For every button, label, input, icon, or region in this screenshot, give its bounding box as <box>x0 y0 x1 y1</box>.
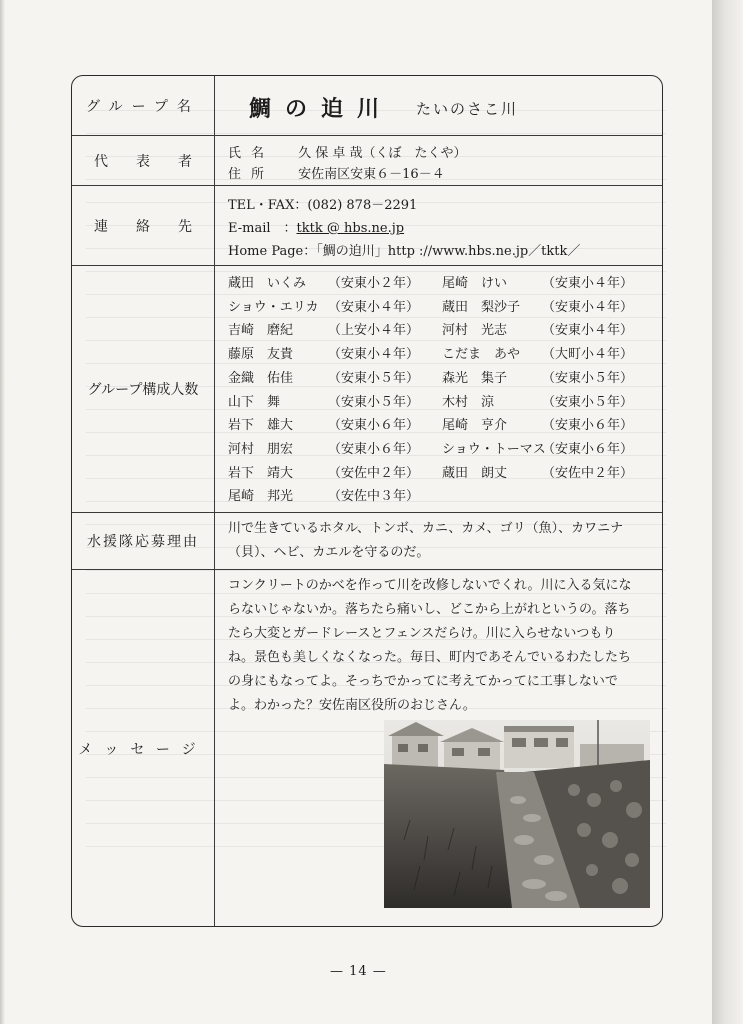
group-name-label-text: グループ名 <box>86 98 200 115</box>
member-school: （安東小４年） <box>328 347 420 363</box>
reason-content <box>228 513 654 570</box>
reason-row <box>72 513 662 570</box>
tel-fax-line: TEL・FAX：(082) 878－2291 <box>228 198 418 213</box>
member-entry <box>442 391 656 411</box>
page-edge-shadow <box>712 0 743 1024</box>
member-school: （安東小４年） <box>542 276 634 291</box>
member-school: （安東小５年） <box>542 394 634 410</box>
address-value: 安佐南区安東６－16－４ <box>298 167 445 182</box>
member-entry <box>442 272 656 292</box>
member-name: 森光 集子 <box>442 370 508 386</box>
address-key: 住所 <box>228 167 275 182</box>
message-line: たら大変とガードレースとフェンスだらけ。川に入らせないつもり <box>228 626 616 641</box>
reason-label <box>72 513 214 569</box>
member-school: （安佐中２年） <box>328 465 420 481</box>
river-photo <box>384 720 650 908</box>
member-entry <box>442 462 656 482</box>
member-name: 蔵田 朗丈 <box>442 465 508 481</box>
members-label-text: グループ構成人数 <box>87 382 199 398</box>
member-school: （安東小６年） <box>328 418 420 434</box>
member-entry <box>442 296 656 316</box>
message-line: らないじゃないか。落ちたら痛いし、どこから上がれというの。落ち <box>228 602 631 617</box>
message-text <box>228 574 660 718</box>
member-name: ショウ・エリカ <box>228 299 319 315</box>
email-prefix: E-mail ： <box>228 221 297 236</box>
message-row <box>72 570 662 927</box>
member-school: （安東小２年） <box>328 276 420 291</box>
name-key: 氏名 <box>228 146 275 161</box>
member-school: （安東小４年） <box>328 299 420 315</box>
member-name: 尾崎 亨介 <box>442 418 508 434</box>
reason-line: 川で生きているホタル、トンボ、カニ、カメ、ゴリ（魚）、カワニナ <box>228 521 624 536</box>
name-value: 久 保 卓 哉（くぼ たくや） <box>298 146 467 161</box>
member-name: 藤原 友貴 <box>228 347 294 363</box>
page-spine-shadow <box>0 0 5 1024</box>
member-school: （安佐中２年） <box>542 465 634 481</box>
representative-address-line <box>228 163 445 182</box>
message-line: コンクリートのかべを作って川を改修しないでくれ。川に入る気にな <box>228 578 632 593</box>
member-name: 岩下 靖大 <box>228 465 294 481</box>
member-entry <box>442 367 656 387</box>
homepage-line[interactable]: Home Page：「鯛の迫川」http ://www.hbs.ne.jp／tktk／ <box>228 244 581 259</box>
member-school: （安東小５年） <box>542 370 634 386</box>
member-entry <box>442 438 656 458</box>
member-entry <box>228 272 442 292</box>
group-name-content <box>228 76 654 136</box>
member-name: 山下 舞 <box>228 394 281 410</box>
member-name: 河村 朋宏 <box>228 441 294 457</box>
group-name-title: 鯛の迫川 <box>249 96 394 122</box>
representative-row <box>72 136 662 186</box>
group-name-reading: たいのさこ川 <box>416 100 519 118</box>
member-name: 吉崎 磨紀 <box>228 323 294 339</box>
member-school: （安東小６年） <box>542 418 634 434</box>
member-entry <box>442 319 656 339</box>
member-name: 金織 佑佳 <box>228 370 294 386</box>
member-school: （安東小６年） <box>328 441 420 457</box>
member-school: （安東小４年） <box>542 299 634 315</box>
message-label-text: メッセージ <box>78 742 208 758</box>
member-entry <box>228 438 442 458</box>
member-school: （安東小５年） <box>328 394 420 410</box>
member-entry <box>228 485 442 505</box>
member-school: （安東小６年） <box>542 441 634 457</box>
representative-label <box>72 136 220 185</box>
member-name: 木村 涼 <box>442 394 495 410</box>
member-entry <box>228 414 442 434</box>
member-entry <box>228 296 442 316</box>
member-entry <box>228 462 442 482</box>
member-entry <box>228 367 442 387</box>
members-content <box>228 266 654 513</box>
message-line: の身にもなってよ。そっちでかってに考えてかってに工事しないで <box>228 674 618 689</box>
member-name: 尾崎 邦光 <box>228 489 294 505</box>
reason-line: （貝）、ヘビ、カエルを守るのだ。 <box>228 545 430 560</box>
member-entry <box>442 414 656 434</box>
contact-label-text: 連絡先 <box>94 218 220 235</box>
profile-table <box>71 75 663 927</box>
reason-text <box>228 517 660 565</box>
email-link[interactable]: tktk @ hbs.ne.jp <box>296 221 405 236</box>
reason-label-text: 水援隊応募理由 <box>87 534 199 550</box>
email-line <box>228 217 404 236</box>
member-name: 岩下 雄大 <box>228 418 294 434</box>
member-school: （安東小４年） <box>542 323 634 339</box>
representative-label-text: 代表者 <box>94 153 220 170</box>
member-school: （安佐中３年） <box>328 489 420 505</box>
member-name: 河村 光志 <box>442 323 508 339</box>
member-school: （大町小４年） <box>542 347 634 363</box>
member-name: ショウ・トーマス <box>442 441 546 457</box>
member-entry <box>228 319 442 339</box>
river-photo-illustration <box>384 720 650 908</box>
message-line: よ。わかった？安佐南区役所のおじさん。 <box>228 698 476 713</box>
group-name-label <box>72 76 214 135</box>
message-line: ね。景色も美しくなくなった。毎日、町内であそんでいるわたしたち <box>228 650 632 665</box>
representative-content <box>228 136 654 186</box>
page-number: — 14 — <box>330 964 387 979</box>
members-row <box>72 266 662 513</box>
member-entry <box>442 343 656 363</box>
representative-name-line <box>228 142 467 161</box>
contact-content <box>228 186 654 266</box>
member-school: （上安小４年） <box>328 323 420 339</box>
message-label <box>72 570 214 927</box>
contact-label <box>72 186 220 265</box>
group-name-row <box>72 76 662 136</box>
contact-row <box>72 186 662 266</box>
member-name: 尾崎 けい <box>442 276 508 291</box>
member-entry <box>228 391 442 411</box>
members-label <box>72 266 214 512</box>
member-name: 蔵田 いくみ <box>228 276 307 291</box>
member-name: こだま あや <box>442 347 521 363</box>
member-name: 蔵田 梨沙子 <box>442 299 521 315</box>
member-school: （安東小５年） <box>328 370 420 386</box>
member-entry <box>228 343 442 363</box>
